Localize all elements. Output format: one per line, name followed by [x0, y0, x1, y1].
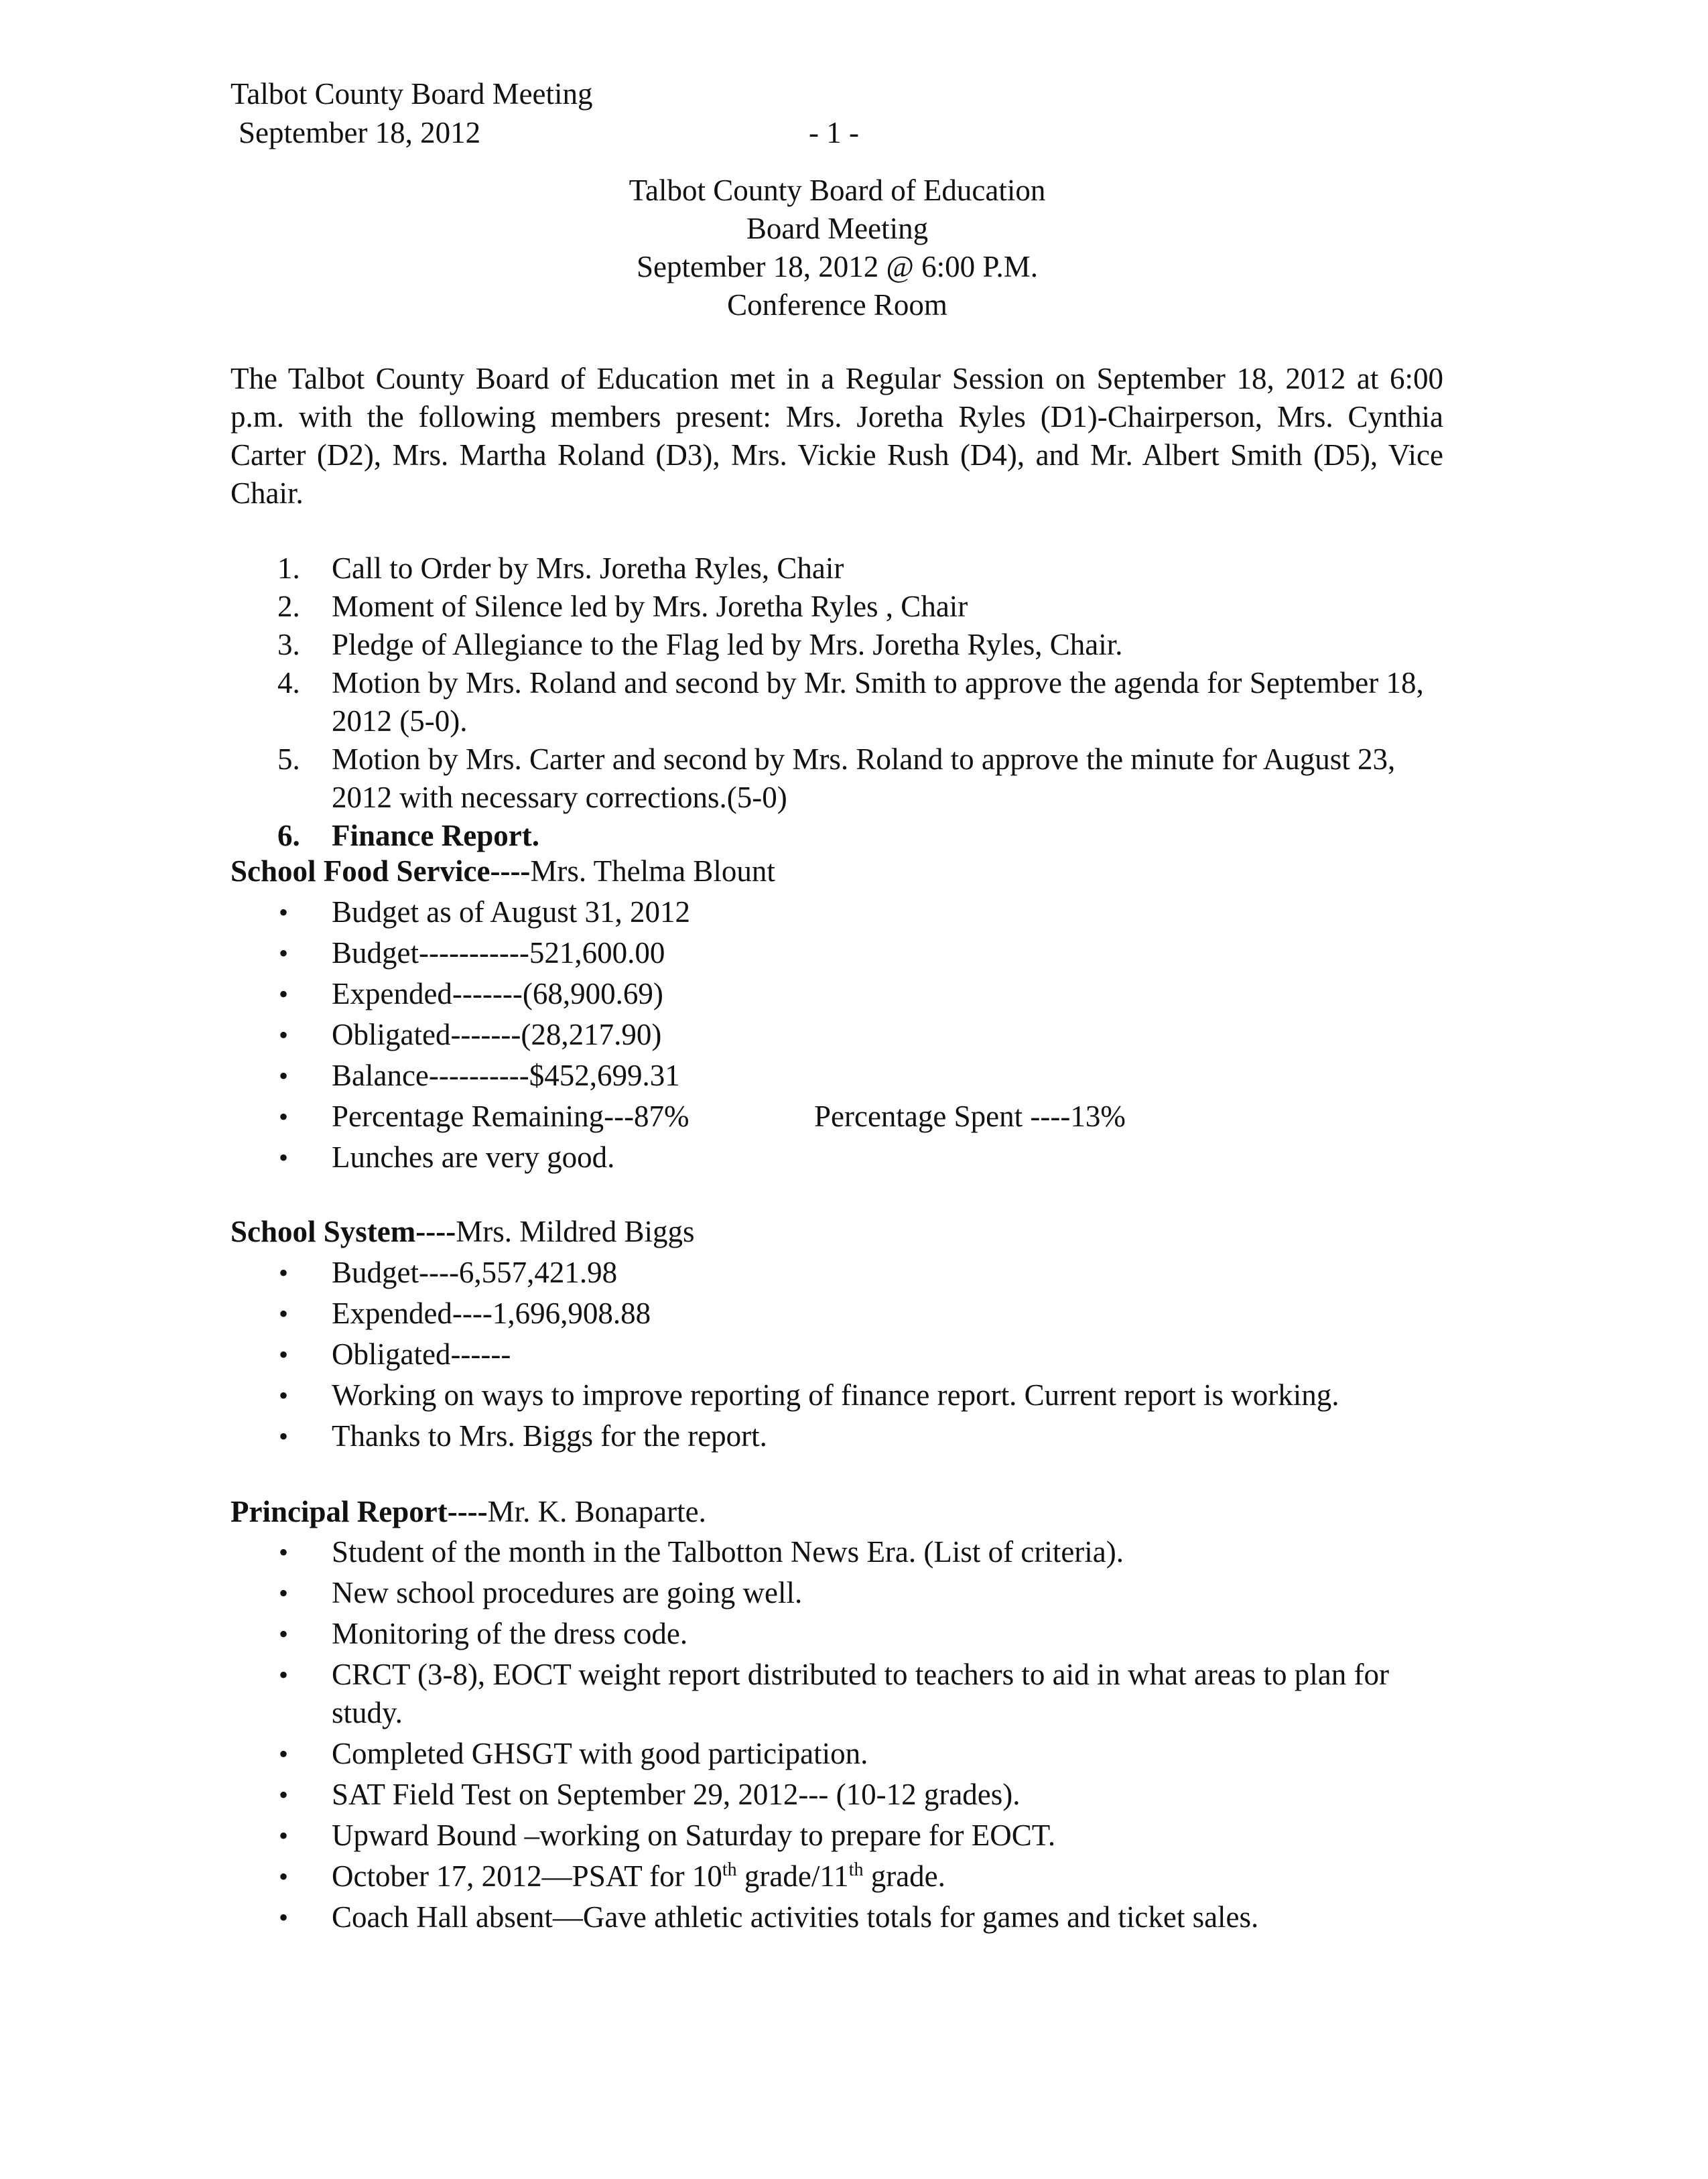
food-service-list: [231, 893, 1443, 1179]
header-date: September 18, 2012: [239, 116, 481, 149]
list-item: [231, 1857, 1443, 1896]
bullet-icon: •: [279, 1861, 289, 1892]
bullet-icon: •: [279, 1780, 289, 1810]
list-item: [231, 1898, 1443, 1936]
bullet-icon: •: [279, 1660, 289, 1690]
list-item-text: Monitoring of the dress code.: [332, 1617, 688, 1650]
list-item: [231, 1417, 1443, 1455]
agenda-item: [231, 740, 1443, 817]
section-title: School System: [231, 1215, 416, 1248]
agenda-number: 6.: [277, 819, 300, 852]
food-service-heading: [231, 852, 775, 890]
title-block: [0, 172, 1691, 324]
list-item-text: Thanks to Mrs. Biggs for the report.: [332, 1419, 767, 1453]
percentage-spent: Percentage Spent ----13%: [814, 1100, 1126, 1133]
list-item-text: New school procedures are going well.: [332, 1576, 803, 1609]
list-item: [231, 1016, 1443, 1054]
list-item-text: Expended----1,696,908.88: [332, 1297, 651, 1330]
list-item: [231, 1615, 1443, 1653]
list-item-text: CRCT (3-8), EOCT weight report distributed to teachers to aid in what areas to plan for study.: [332, 1658, 1389, 1729]
agenda-text: Moment of Silence led by Mrs. Joretha Ryles , Chair: [332, 590, 968, 623]
agenda-item: [231, 626, 1443, 664]
list-item-text: Completed GHSGT with good participation.: [332, 1737, 868, 1770]
list-item-text: Expended-------(68,900.69): [332, 977, 663, 1010]
title-line-3: September 18, 2012 @ 6:00 P.M.: [637, 250, 1038, 283]
ordinal-suffix: th: [722, 1859, 737, 1880]
agenda-number: 3.: [277, 628, 300, 661]
list-item: [231, 1656, 1443, 1732]
bullet-icon: •: [279, 1339, 289, 1370]
bullet-icon: •: [279, 1299, 289, 1329]
list-item-text: Upward Bound –working on Saturday to prepare for EOCT.: [332, 1819, 1056, 1852]
agenda-number: 1.: [277, 551, 300, 585]
bullet-icon: •: [279, 938, 289, 968]
section-title: School Food Service: [231, 854, 490, 888]
section-presenter: Mrs. Thelma Blount: [530, 854, 775, 888]
title-line-2: Board Meeting: [746, 212, 929, 245]
bullet-icon: •: [279, 1821, 289, 1851]
title-line-4: Conference Room: [727, 288, 947, 322]
list-item: [231, 1735, 1443, 1773]
bullet-icon: •: [279, 1061, 289, 1091]
list-item: [231, 1335, 1443, 1374]
section-dashes: ----: [447, 1495, 488, 1528]
agenda-number: 2.: [277, 590, 300, 623]
intro-paragraph: The Talbot County Board of Education met in a Regular Session on September 18, 2012 at 6:00 p.m. with the following members present: Mrs. Joretha Ryles (D1)-Chairperson, Mrs. Cynthia Carter (D2), Mrs. Martha Roland (D3), Mrs. Vickie Rush (D4), and Mr. Albert Smith (D5), Vice Chair.: [231, 362, 1443, 510]
list-item: [231, 1776, 1443, 1814]
list-item-text: Balance----------$452,699.31: [332, 1059, 680, 1092]
agenda-item: [231, 664, 1443, 740]
psat-text-start: October 17, 2012—PSAT for 10: [332, 1859, 722, 1893]
agenda-number: 4.: [277, 666, 300, 700]
agenda-text: Motion by Mrs. Roland and second by Mr. Smith to approve the agenda for September 18, 2012 (5-0).: [332, 666, 1424, 738]
section-presenter: Mr. K. Bonaparte.: [487, 1495, 706, 1528]
agenda-list: [231, 549, 1443, 855]
psat-text-end: grade.: [863, 1859, 945, 1893]
list-item: [231, 1574, 1443, 1612]
list-item-text: Student of the month in the Talbotton News Era. (List of criteria).: [332, 1535, 1124, 1569]
list-item: [231, 1533, 1443, 1571]
list-item-text: Budget as of August 31, 2012: [332, 895, 690, 929]
agenda-text: Motion by Mrs. Carter and second by Mrs. Roland to approve the minute for August 23, 2012 with necessary corrections.(5-0): [332, 742, 1396, 814]
bullet-icon: •: [279, 1421, 289, 1451]
bullet-icon: •: [279, 1142, 289, 1173]
list-item: [231, 1376, 1443, 1414]
header-title: Talbot County Board Meeting: [231, 77, 593, 111]
agenda-text: Finance Report.: [332, 819, 539, 852]
psat-text-middle: grade/11: [736, 1859, 849, 1893]
bullet-icon: •: [279, 1739, 289, 1769]
school-system-list: [231, 1254, 1443, 1458]
ordinal-suffix: th: [848, 1859, 864, 1880]
page-number: - 1 -: [809, 116, 859, 149]
list-item: [231, 1254, 1443, 1292]
list-item: [231, 934, 1443, 972]
principal-report-list: [231, 1533, 1443, 1939]
bullet-icon: •: [279, 1578, 289, 1608]
bullet-icon: •: [279, 1619, 289, 1649]
agenda-text: Call to Order by Mrs. Joretha Ryles, Chair: [332, 551, 844, 585]
list-item: [231, 1098, 1443, 1136]
agenda-number: 5.: [277, 742, 300, 776]
school-system-heading: [231, 1213, 694, 1251]
list-item: [231, 1057, 1443, 1095]
title-line-1: Talbot County Board of Education: [629, 174, 1046, 207]
section-presenter: Mrs. Mildred Biggs: [456, 1215, 695, 1248]
bullet-icon: •: [279, 1102, 289, 1132]
list-item-text: Percentage Remaining---87%: [332, 1100, 689, 1133]
section-title: Principal Report: [231, 1495, 448, 1528]
bullet-icon: •: [279, 979, 289, 1009]
agenda-text: Pledge of Allegiance to the Flag led by Mrs. Joretha Ryles, Chair.: [332, 628, 1123, 661]
list-item-text: Working on ways to improve reporting of finance report. Current report is working.: [332, 1378, 1339, 1412]
bullet-icon: •: [279, 1537, 289, 1567]
section-dashes: ----: [490, 854, 531, 888]
section-dashes: ----: [415, 1215, 456, 1248]
principal-report-heading: [231, 1493, 706, 1531]
list-item-text: Lunches are very good.: [332, 1140, 615, 1174]
agenda-item: [231, 588, 1443, 626]
list-item-text: Budget-----------521,600.00: [332, 936, 665, 970]
list-item: [231, 1138, 1443, 1177]
list-item-text: Obligated-------(28,217.90): [332, 1018, 662, 1051]
list-item: [231, 975, 1443, 1013]
list-item-text: Obligated------: [332, 1337, 511, 1371]
bullet-icon: •: [279, 1020, 289, 1050]
list-item: [231, 893, 1443, 931]
list-item: [231, 1295, 1443, 1333]
list-item-text: SAT Field Test on September 29, 2012--- (10-12 grades).: [332, 1778, 1021, 1811]
list-item-text: Budget----6,557,421.98: [332, 1256, 618, 1289]
bullet-icon: •: [279, 1902, 289, 1932]
bullet-icon: •: [279, 1380, 289, 1410]
list-item-text: [332, 1859, 945, 1893]
agenda-item: [231, 549, 1443, 588]
list-item-text: Coach Hall absent—Gave athletic activities totals for games and ticket sales.: [332, 1900, 1259, 1934]
bullet-icon: •: [279, 1258, 289, 1288]
agenda-item: [231, 817, 1443, 855]
bullet-icon: •: [279, 897, 289, 927]
list-item: [231, 1817, 1443, 1855]
